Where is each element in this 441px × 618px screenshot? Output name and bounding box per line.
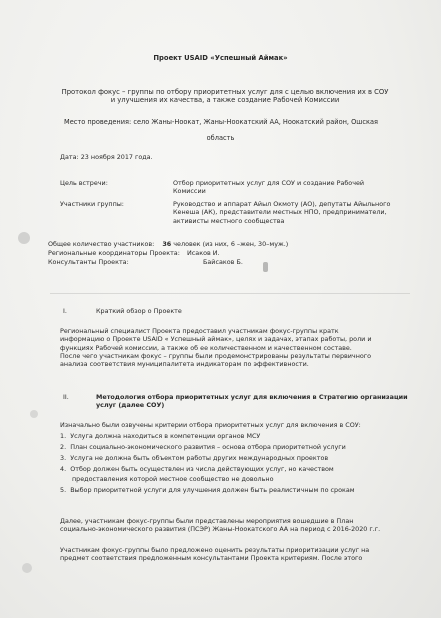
paragraph-line: социально-экономического развития (ПСЭР) Жаны-Ноокатского АА на период с 2016-2020 г.г. xyxy=(60,525,381,534)
criteria-number: 5. xyxy=(60,486,67,494)
protocol-heading xyxy=(40,88,410,105)
total-rest: человек (из них, 6 –жен, 30–муж.) xyxy=(173,240,289,248)
consultants-value: Байсаков Б. xyxy=(203,258,243,266)
criteria-number: 3. xyxy=(60,454,67,462)
protocol-line-1: Протокол фокус – группы по отбору приоритетных услуг для с целью включения их в СОУ xyxy=(61,88,389,96)
venue-line xyxy=(64,118,378,126)
section-2-number: II. xyxy=(63,393,69,401)
criteria-item-5 xyxy=(60,486,355,494)
venue-value: село Жаны-Ноокат, Жаны-Ноокатский АА, Ноокатский район, Ошская xyxy=(133,118,378,126)
participants-line-3: активисты местного сообщества xyxy=(173,216,285,225)
goal-label: Цель встречи: xyxy=(60,179,108,187)
section-2-heading xyxy=(96,393,408,410)
criteria-item-3 xyxy=(60,454,328,462)
paragraph-line: После чего участникам фокус – группы были продемонстрированы результаты первичного xyxy=(60,352,372,360)
scan-line xyxy=(50,293,410,294)
criteria-text: Услуга не должна быть объектом работы других международных проектов xyxy=(70,454,329,462)
criteria-text: Отбор должен быть осуществлен из числа действующих услуг, но качеством xyxy=(70,465,334,473)
paragraph-line: анализа соответствия муниципалитета индикаторам по эффективности. xyxy=(60,360,309,369)
paragraph-line: предмет соответствия предложенным консультантами Проекта критериям. После этого xyxy=(60,554,363,563)
scan-smudge xyxy=(30,410,38,418)
coordinators-value: Исаков И. xyxy=(187,249,220,257)
total-label: Общее количество участников: xyxy=(48,240,155,248)
section-2-heading-line-1: Методология отбора приоритетных услуг для включения в Стратегию организации xyxy=(96,393,408,401)
participants-label: Участники группы: xyxy=(60,200,124,208)
participants-value xyxy=(173,200,390,225)
paragraph-line: информацию о Проекте USAID « Успешный аймак», целях и задачах, этапах работы, роли и xyxy=(60,335,372,344)
goal-value xyxy=(173,179,364,196)
criteria-item-1 xyxy=(60,432,260,440)
protocol-line-2: и улучшения их качества, а также создание Рабочей Комиссии xyxy=(110,96,340,105)
total-count: 36 xyxy=(162,240,172,248)
criteria-number: 2. xyxy=(60,443,67,451)
criteria-number: 4. xyxy=(60,465,67,473)
criteria-item-4 xyxy=(60,465,334,473)
paragraph-line: Далее, участникам фокус-группы были представлены мероприятия вошедшие в План xyxy=(60,517,354,525)
criteria-item-2 xyxy=(60,443,346,451)
scan-smudge xyxy=(18,232,30,244)
section-1-paragraph-1 xyxy=(60,327,372,352)
criteria-intro: Изначально были озвучены критерии отбора приоритетных услуг для включения в СОУ: xyxy=(60,421,361,429)
consultants-label: Консультанты Проекта: xyxy=(48,258,129,266)
goal-line-2: Комиссии xyxy=(173,187,206,196)
participants-line-2: Кенеша (АК), представители местных НПО, предприниматели, xyxy=(173,208,387,217)
final-paragraph xyxy=(60,546,369,563)
total-participants xyxy=(48,240,288,248)
section-1-paragraph-2 xyxy=(60,352,371,369)
section-2-heading-line-2: услуг (далее СОУ) xyxy=(96,401,165,410)
venue-label: Место проведения: xyxy=(64,118,132,126)
venue-continuation: область xyxy=(206,134,235,142)
goal-line-1: Отбор приоритетных услуг для СОУ и создание Рабочей xyxy=(173,179,365,187)
plan-paragraph xyxy=(60,517,380,534)
criteria-item-4-continuation: предоставления которой местное сообщество не довольно xyxy=(72,475,274,483)
document-title: Проект USAID «Успешный Аймак» xyxy=(153,54,288,62)
paragraph-line: Региональный специалист Проекта предоставил участникам фокус-группы кратк xyxy=(60,327,339,335)
scan-smudge xyxy=(22,563,32,573)
criteria-text: Выбор приоритетной услуги для улучшения должен быть реалистичным по срокам xyxy=(70,486,355,494)
section-1-number: I. xyxy=(63,307,67,315)
criteria-number: 1. xyxy=(60,432,67,440)
meeting-date: Дата: 23 ноября 2017 года. xyxy=(60,153,153,161)
section-1-heading: Краткий обзор о Проекте xyxy=(96,307,182,315)
participants-line-1: Руководство и аппарат Айыл Окмоту (АО), депутаты Айыльного xyxy=(173,200,391,208)
scan-smudge xyxy=(263,262,268,272)
coordinators-label: Региональные координаторы Проекта: xyxy=(48,249,180,257)
paragraph-line: Участникам фокус-группы было предложено оценить результаты приоритизации услуг на xyxy=(60,546,370,554)
criteria-text: Услуга должна находиться в компетенции органов МСУ xyxy=(70,432,261,440)
paragraph-line: функциях Рабочей комиссии, а также об ее количественном и качественном составе. xyxy=(60,343,352,352)
criteria-text: План социально-экономического развития – основа отбора приоритетной услуги xyxy=(70,443,346,451)
